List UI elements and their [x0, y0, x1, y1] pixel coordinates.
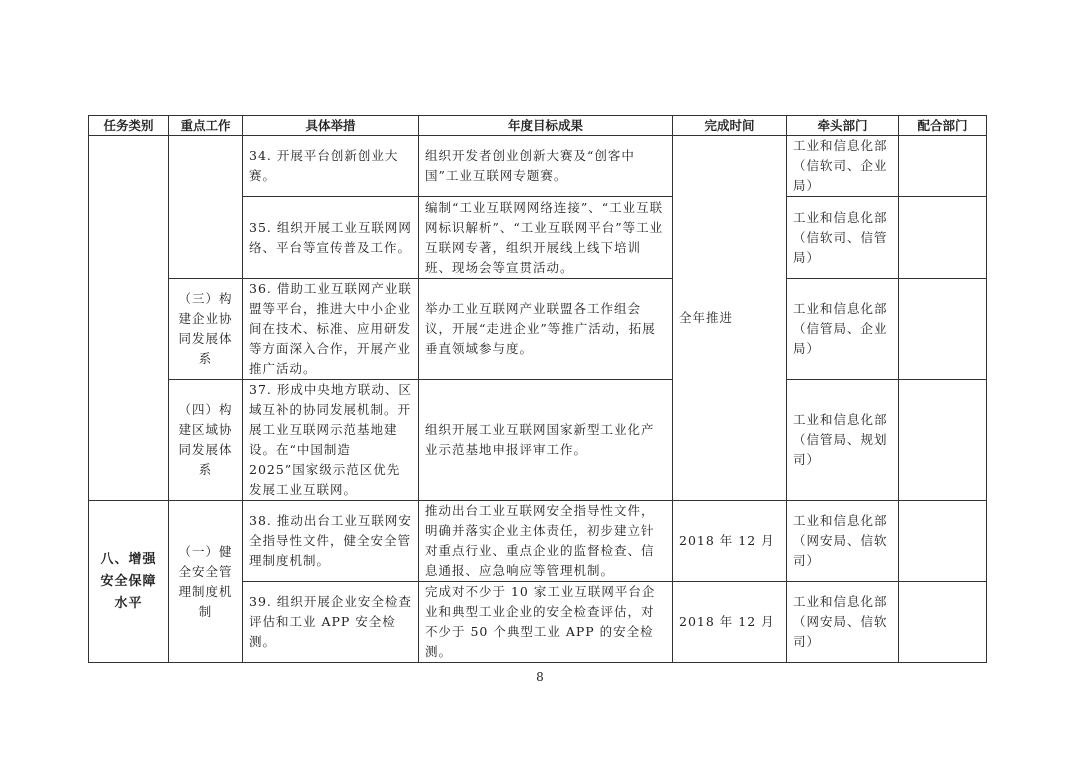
table-row [89, 279, 987, 380]
goal-cell: 举办工业互联网产业联盟各工作组会议，开展“走进企业”等推广活动，拓展垂直领域参与度。 [419, 279, 673, 380]
goal-cell: 组织开发者创业创新大赛及“创客中国”工业互联网专题赛。 [419, 136, 673, 197]
lead-dept-cell: 工业和信息化部（信软司、企业局） [787, 136, 899, 197]
page-number: 8 [536, 670, 544, 684]
table-row [89, 380, 987, 501]
coop-dept-cell [899, 279, 987, 380]
measure-cell: 36. 借助工业互联网产业联盟等平台，推进大中小企业间在技术、标准、应用研发等方面深入合作，开展产业推广活动。 [243, 279, 419, 380]
category-cell [89, 136, 169, 501]
table-row [89, 136, 987, 197]
key-work-cell: （四）构建区域协同发展体系 [169, 380, 243, 501]
time-cell: 2018 年 12 月 [673, 582, 787, 663]
key-work-cell: （一）健全安全管理制度机制 [169, 501, 243, 663]
measure-cell: 34. 开展平台创新创业大赛。 [243, 136, 419, 197]
measure-cell: 38. 推动出台工业互联网安全指导性文件，健全安全管理制度机制。 [243, 501, 419, 582]
header-coop-dept: 配合部门 [899, 116, 987, 136]
header-lead-dept: 牵头部门 [787, 116, 899, 136]
header-category: 任务类别 [89, 116, 169, 136]
key-work-cell [169, 136, 243, 279]
header-goals: 年度目标成果 [419, 116, 673, 136]
time-cell: 2018 年 12 月 [673, 501, 787, 582]
goal-cell: 编制“工业互联网网络连接”、“工业互联网标识解析”、“工业互联网平台”等工业互联网专著，组织开展线上线下培训班、现场会等宣贯活动。 [419, 197, 673, 279]
category-cell: 八、增强安全保障水平 [89, 501, 169, 663]
coop-dept-cell [899, 582, 987, 663]
lead-dept-cell: 工业和信息化部（信管局、企业局） [787, 279, 899, 380]
lead-dept-cell: 工业和信息化部（网安局、信软司） [787, 582, 899, 663]
measure-cell: 39. 组织开展企业安全检查评估和工业 APP 安全检测。 [243, 582, 419, 663]
coop-dept-cell [899, 136, 987, 197]
key-work-cell: （三）构建企业协同发展体系 [169, 279, 243, 380]
goal-cell: 组织开展工业互联网国家新型工业化产业示范基地申报评审工作。 [419, 380, 673, 501]
lead-dept-cell: 工业和信息化部（信管局、规划司） [787, 380, 899, 501]
header-measures: 具体举措 [243, 116, 419, 136]
time-cell: 全年推进 [673, 136, 787, 501]
table-row [89, 501, 987, 582]
lead-dept-cell: 工业和信息化部（信软司、信管局） [787, 197, 899, 279]
coop-dept-cell [899, 380, 987, 501]
table-header-row [89, 116, 987, 136]
header-key-work: 重点工作 [169, 116, 243, 136]
coop-dept-cell [899, 197, 987, 279]
lead-dept-cell: 工业和信息化部（网安局、信软司） [787, 501, 899, 582]
goal-cell: 推动出台工业互联网安全指导性文件，明确并落实企业主体责任，初步建立针对重点行业、重点企业的监督检查、信息通报、应急响应等管理机制。 [419, 501, 673, 582]
task-table [88, 115, 987, 663]
goal-cell: 完成对不少于 10 家工业互联网平台企业和典型工业企业的安全检查评估，对不少于 50 个典型工业 APP 的安全检测。 [419, 582, 673, 663]
header-time: 完成时间 [673, 116, 787, 136]
coop-dept-cell [899, 501, 987, 582]
measure-cell: 37. 形成中央地方联动、区域互补的协同发展机制。开展工业互联网示范基地建设。在“中国制造 2025”国家级示范区优先发展工业互联网。 [243, 380, 419, 501]
measure-cell: 35. 组织开展工业互联网网络、平台等宣传普及工作。 [243, 197, 419, 279]
